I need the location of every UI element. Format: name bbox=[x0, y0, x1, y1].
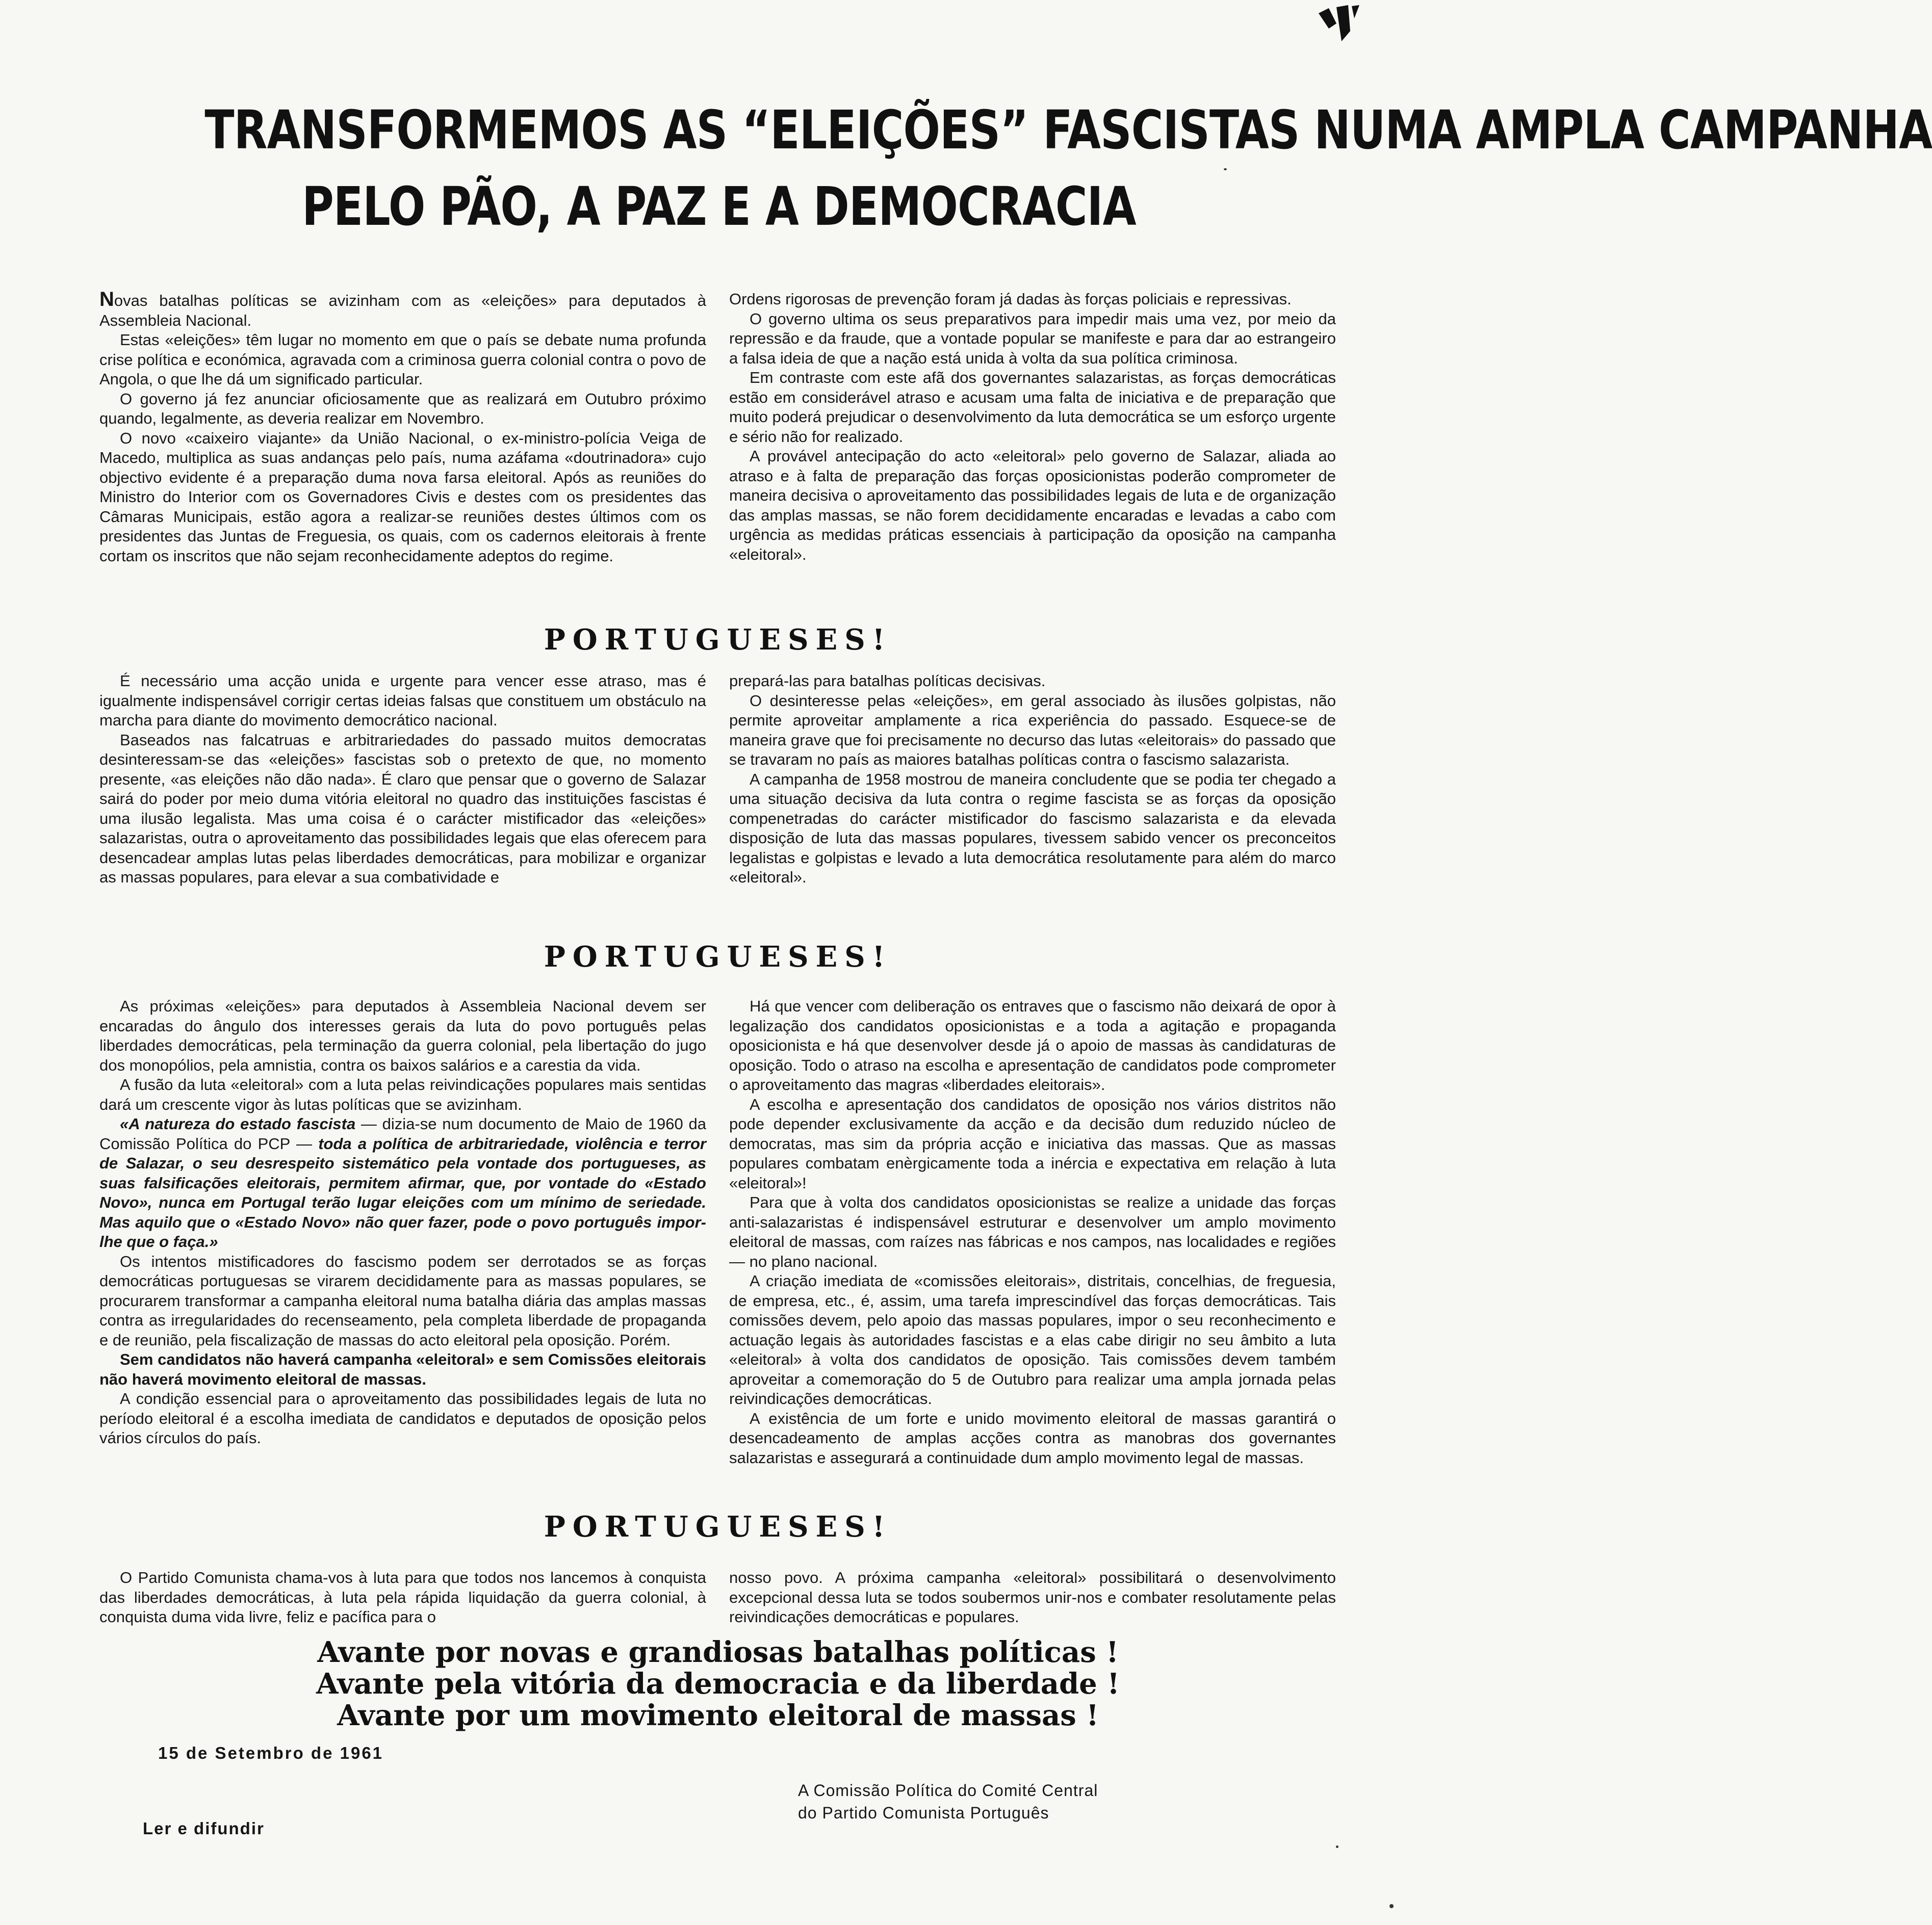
paragraph: prepará-las para batalhas políticas decisivas. bbox=[729, 672, 1046, 690]
scan-speck bbox=[1336, 1845, 1338, 1848]
slogan: Avante pela vitória da democracia e da liberdade ! bbox=[316, 1667, 1120, 1701]
paragraph: O novo «caixeiro viajante» da União Nacional, o ex-ministro-polícia Veiga de Macedo, multiplica as suas andanças pelo país, numa azáfama «doutrinadora» cujo objectivo evidente é a preparação duma nova farsa eleitoral. Após as reuniões do Ministro do Interior com os Governadores Civis e destes com os presidentes das Câmaras Municipais, estão agora a realizar-se reuniões destes últimos com os presidentes das Juntas de Freguesia, os quais, com os cadernos eleitorais à frente cortam os inscritos que não sejam reconhecidamente adeptos do regime. bbox=[99, 429, 706, 565]
main-title-line-2: PELO PÃO, A PAZ E A DEMOCRACIA bbox=[302, 175, 1136, 238]
quote-text: toda a política de arbitrariedade, violência e terror de Salazar, o seu desrespeito sistemático pela vontade dos portugueses, as suas falsificações eleitorais, permitem afirmar, que, por vontade do «Estado Novo», nunca em Portugal terão lugar eleições com um mínimo de seriedade. Mas aquilo que o «Estado Novo» não quer fazer, pode o povo português impor-lhe que o faça.» bbox=[99, 1134, 706, 1251]
section-heading: PORTUGUESES! bbox=[544, 940, 892, 974]
main-title-line-1: TRANSFORMEMOS AS “ELEIÇÕES” FASCISTAS NUMA AMPLA CAMPANHA bbox=[204, 99, 1932, 161]
paragraph: A provável antecipação do acto «eleitoral» pelo governo de Salazar, aliada ao atraso e à falta de preparação das forças oposicionistas poderão comprometer de maneira decisiva o aproveitamento das possibilidades legais de luta e de organização das amplas massas, se não forem decididamente encaradas e levadas a cabo com urgência as medidas práticas essenciais à participação da oposição na campanha «eleitoral». bbox=[729, 447, 1336, 563]
slogan: Avante por novas e grandiosas batalhas políticas ! bbox=[317, 1635, 1119, 1669]
column-right bbox=[729, 1568, 1336, 1627]
signature-block bbox=[798, 1779, 1098, 1824]
paragraph: Ordens rigorosas de prevenção foram já dadas às forças policiais e repressivas. bbox=[729, 290, 1292, 308]
quote-paragraph bbox=[99, 1114, 706, 1252]
column-right bbox=[729, 997, 1336, 1468]
paragraph: A criação imediata de «comissões eleitorais», distritais, concelhias, de freguesia, de empresa, etc., é, assim, uma tarefa imprescindível das forças democráticas. Tais comissões devem, pelo apoio das massas populares, impor o seu reconhecimento e actuação legais às autoridades fascistas e a elas cabe dirigir no seu âmbito a luta «eleitoral» à volta dos candidatos de oposição. Tais comissões devem também aproveitar a comemoração do 5 de Outubro para realizar uma ampla jornada pelas reivindicações democráticas. bbox=[729, 1272, 1336, 1408]
paragraph-emphasis: Sem candidatos não haverá campanha «eleitoral» e sem Comissões eleitorais não haverá movimento eleitoral de massas. bbox=[99, 1350, 706, 1388]
column-left bbox=[99, 997, 706, 1468]
paragraph: O Partido Comunista chama-vos à luta para que todos nos lancemos à conquista das liberdades democráticas, à luta pela rápida liquidação da guerra colonial, à conquista duma vida livre, feliz e pacífica para o bbox=[99, 1569, 706, 1626]
corner-scan-mark bbox=[1298, 3, 1375, 49]
paragraph: A fusão da luta «eleitoral» com a luta pelas reivindicações populares mais sentidas dará um crescente vigor às lutas políticas que se avizinham. bbox=[99, 1076, 706, 1113]
slogan: Avante por um movimento eleitoral de massas ! bbox=[337, 1699, 1099, 1732]
paragraph: Os intentos mistificadores do fascismo podem ser derrotados se as forças democráticas portuguesas se virarem decididamente para as massas populares, se procurarem transformar a campanha eleitoral numa batalha diária das amplas massas contra as irregularidades do recenseamento, pela completa liberdade de propaganda e de reunião, pela fiscalização de massas do acto eleitoral pela oposição. Porém. bbox=[99, 1252, 706, 1349]
section-elections bbox=[99, 997, 1336, 1468]
drop-cap: N bbox=[99, 288, 114, 310]
paragraph: Há que vencer com deliberação os entraves que o fascismo não deixará de opor à legalização dos candidatos oposicionistas e a toda a agitação e propaganda oposicionista e há que desenvolver desde já o apoio de massas às candidaturas de oposição. Todo o atraso na escolha e apresentação de candidatos pode comprometer o aproveitamento das magras «liberdades eleitorais». bbox=[729, 997, 1336, 1094]
quote-attribution: — dizia-se num documento de Maio de 1960 da Comissão Política do PCP — bbox=[99, 1115, 706, 1153]
paragraph: O governo ultima os seus preparativos para impedir mais uma vez, por meio da repressão e da fraude, que a vontade popular se manifeste e para dar ao estrangeiro a falsa ideia de que a nação está unida à volta da sua política criminosa. bbox=[729, 309, 1336, 367]
paragraph: As próximas «eleições» para deputados à Assembleia Nacional devem ser encaradas do ângulo dos interesses gerais da luta do povo português pelas liberdades democráticas, pela terminação da guerra colonial, pela libertação do jugo dos monopólios, pela amnistia, contra os baixos salários e a carestia da vida. bbox=[99, 997, 706, 1074]
scan-speck bbox=[1389, 1904, 1394, 1908]
paragraph: Estas «eleições» têm lugar no momento em que o país se debate numa profunda crise política e económica, agravada com a criminosa guerra colonial contra o povo de Angola, o que lhe dá um significado particular. bbox=[99, 331, 706, 388]
paragraph bbox=[99, 290, 706, 330]
paragraph: nosso povo. A próxima campanha «eleitoral» possibilitará o desenvolvimento excepcional dessa luta se todos soubermos unir-nos e combater resolutamente pelas reivindicações democráticas e populares. bbox=[729, 1569, 1336, 1626]
paragraph: É necessário uma acção unida e urgente para vencer esse atraso, mas é igualmente indispensável corrigir certas ideias falsas que constituem um obstáculo na marcha para diante do movimento democrático nacional. bbox=[99, 672, 706, 729]
paragraph: Baseados nas falcatruas e arbitrariedades do passado muitos democratas desinteressam-se das «eleições» fascistas sob o pretexto de que, no momento presente, «as eleições não dão nada». É claro que pensar que o governo de Salazar sairá do poder por meio duma vitória eleitoral no quadro das instituições fascistas é uma ilusão legalista. Mas uma coisa é o carácter mistificador das «eleições» salazaristas, outra o aproveitamento das possibilidades legais que elas oferecem para desencadear amplas lutas pelas liberdades democráticas, para mobilizar e organizar as massas populares, para elevar a sua combatividade e bbox=[99, 731, 706, 886]
paragraph: A escolha e apresentação dos candidatos de oposição nos vários distritos não pode depender exclusivamente da acção e da decisão dum reduzido núcleo de democratas, mas sim da própria acção e iniciativa das massas. Que as massas populares combatam enèrgicamente toda a inércia e expectativa em relação à luta «eleitoral»! bbox=[729, 1095, 1336, 1192]
column-right bbox=[729, 671, 1336, 888]
paragraph: O desinteresse pelas «eleições», em geral associado às ilusões golpistas, não permite aproveitar amplamente a rica experiência do passado. Esquece-se de maneira grave que foi precisamente no decurso das lutas «eleitorais» do passado que se travaram no país as maiores batalhas políticas contra o fascismo salazarista. bbox=[729, 691, 1336, 768]
paragraph: A existência de um forte e unido movimento eleitoral de massas garantirá o desencadeamento de amplas acções contra as manobras dos governantes salazaristas e assegurará a continuidade dum amplo movimento legal de massas. bbox=[729, 1409, 1336, 1467]
section-heading: PORTUGUESES! bbox=[544, 1510, 892, 1544]
column-left bbox=[99, 671, 706, 888]
section-heading: PORTUGUESES! bbox=[544, 623, 892, 657]
scan-speck bbox=[1224, 168, 1227, 170]
footer-note: Ler e difundir bbox=[143, 1819, 265, 1838]
column-left bbox=[99, 290, 706, 566]
signature-line: do Partido Comunista Português bbox=[798, 1804, 1049, 1822]
column-left bbox=[99, 1568, 706, 1627]
section-intro bbox=[99, 290, 1336, 566]
paragraph: O governo já fez anunciar oficiosamente que as realizará em Outubro próximo quando, legalmente, as deveria realizar em Novembro. bbox=[99, 389, 706, 427]
paragraph: Para que à volta dos candidatos oposicionistas se realize a unidade das forças anti-salazaristas é indispensável estruturar e desenvolver um amplo movimento eleitoral de massas, com raízes nas fábricas e nos campos, nas localidades e regiões — no plano nacional. bbox=[729, 1193, 1336, 1270]
paragraph: A condição essencial para o aproveitamento das possibilidades legais de luta no período eleitoral é a escolha imediata de candidatos e deputados de oposição pelos vários círculos do país. bbox=[99, 1390, 706, 1447]
signature-line: A Comissão Política do Comité Central bbox=[798, 1781, 1098, 1800]
quote-text: «A natureza do estado fascista bbox=[120, 1115, 356, 1133]
section-correct-ideas bbox=[99, 671, 1336, 888]
issue-date: 15 de Setembro de 1961 bbox=[158, 1744, 384, 1762]
slogans-block bbox=[0, 1636, 1436, 1731]
paragraph: Em contraste com este afã dos governantes salazaristas, as forças democráticas estão em considerável atraso e acusam uma falta de iniciativa e de preparação que muito poderá prejudicar o desenvolvimento da luta democrática se um esforço urgente e sério não for realizado. bbox=[729, 369, 1336, 446]
paragraph-text: ovas batalhas políticas se avizinham com as «eleições» para deputados à Assembleia Nacional. bbox=[99, 292, 706, 329]
paragraph: A campanha de 1958 mostrou de maneira concludente que se podia ter chegado a uma situação decisiva da luta contra o regime fascista se as forças da oposição compenetradas do carácter mistificador do fascismo salazarista e da elevada disposição de luta das massas populares, tivessem sabido vencer os preconceitos legalistas e golpistas e levado a luta democrática resolutamente para além do marco «eleitoral». bbox=[729, 770, 1336, 886]
section-call-to-action bbox=[99, 1568, 1336, 1627]
column-right bbox=[729, 290, 1336, 566]
